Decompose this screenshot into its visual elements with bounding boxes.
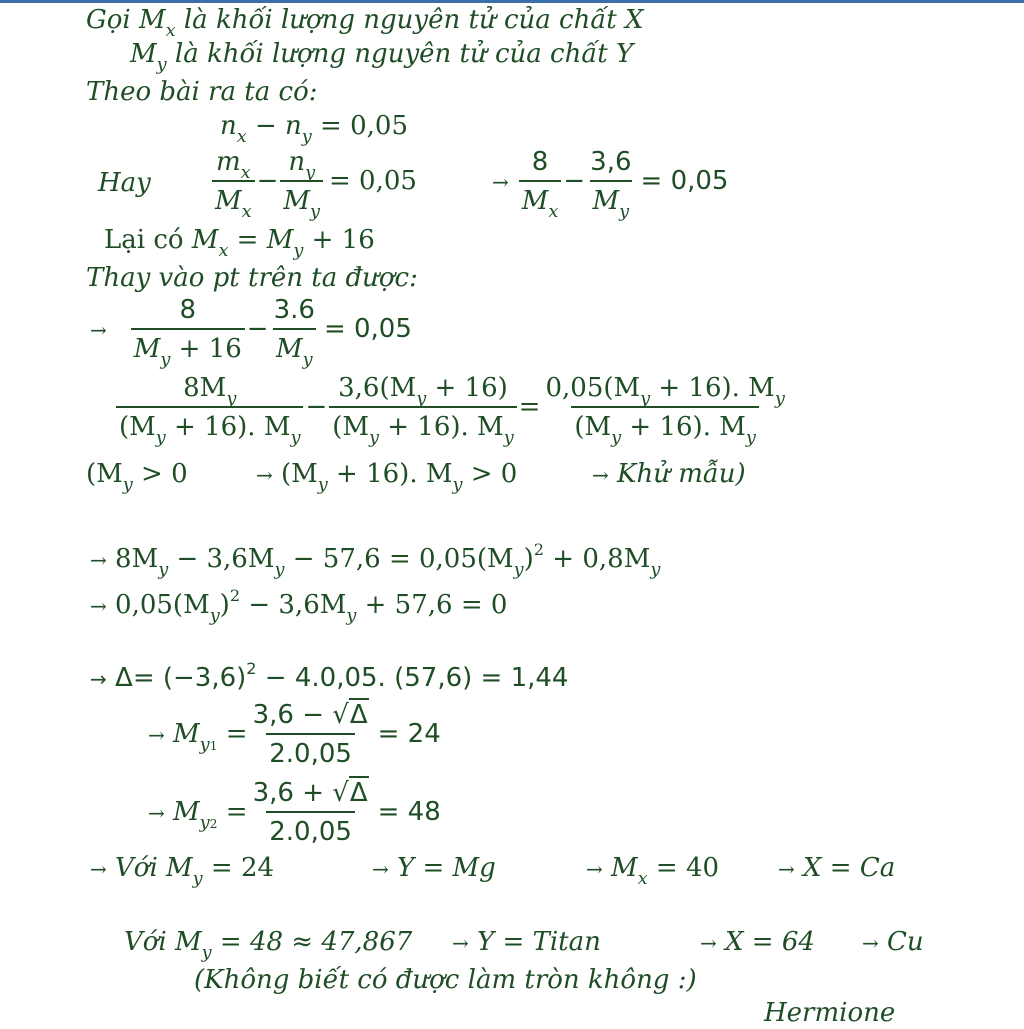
text: − 3,6M — [168, 544, 275, 574]
text: X = Ca — [794, 853, 896, 883]
sub: x — [236, 126, 247, 147]
sub: x — [240, 162, 251, 183]
text: Gọi M — [86, 5, 166, 35]
fraction — [250, 778, 372, 848]
fraction — [212, 147, 255, 222]
sub: y — [369, 427, 379, 448]
denominator — [273, 328, 316, 370]
op: = — [228, 225, 267, 255]
op: − — [305, 392, 328, 422]
text: + 57,6 = 0 — [356, 590, 508, 620]
text: 3,6 − √ — [252, 700, 349, 730]
equation-13 — [124, 926, 413, 963]
sub: y — [158, 559, 169, 580]
fraction — [116, 373, 303, 448]
var: M — [215, 186, 242, 216]
text: = 24 — [202, 853, 275, 883]
arrow-icon: → — [862, 931, 879, 955]
fraction — [271, 295, 318, 370]
arrow-icon: → — [148, 723, 165, 747]
var: M — [133, 334, 161, 364]
text: − 4.0,05. (57,6) = 1,44 — [256, 663, 569, 693]
arrow-icon: → — [700, 931, 717, 955]
equation-2 — [210, 147, 417, 222]
note: (Không biết có được làm tròn không :) — [194, 965, 697, 995]
sub: y — [226, 388, 237, 409]
op: − — [563, 166, 586, 196]
var: M — [191, 225, 219, 255]
fraction — [131, 295, 245, 370]
equation-2-label: Hay — [98, 168, 151, 198]
sub: y — [293, 240, 304, 261]
sup: 2 — [246, 658, 257, 678]
var: M — [602, 853, 638, 883]
sub-index: 1 — [209, 738, 218, 753]
text: + 0,8M — [544, 544, 651, 574]
text: (M — [272, 459, 318, 489]
equation-12b — [372, 852, 496, 885]
sub: y — [452, 474, 463, 495]
rhs: = 48 — [377, 797, 441, 827]
var: M — [164, 797, 200, 827]
rhs: = 0,05 — [323, 314, 412, 344]
sub: y — [416, 388, 427, 409]
text: + 16). M — [327, 459, 453, 489]
text: Y = Mg — [388, 853, 496, 883]
top-border — [0, 0, 1024, 3]
denominator — [131, 328, 245, 370]
arrow-icon: → — [256, 463, 273, 487]
text: 0,05(M — [106, 590, 210, 620]
text: là khối lượng nguyên tử của chất Y — [166, 39, 634, 69]
equation-13d — [862, 926, 924, 959]
op: − — [246, 314, 269, 344]
op: − — [246, 111, 286, 141]
denominator — [329, 406, 516, 448]
rhs: + 16 — [303, 225, 375, 255]
sub: y — [305, 162, 316, 183]
equation-6b — [256, 458, 518, 495]
var: M — [164, 719, 200, 749]
numerator — [335, 373, 511, 409]
denominator — [212, 180, 255, 222]
op: = — [217, 797, 248, 827]
text: > 0 — [132, 459, 188, 489]
numerator — [542, 373, 787, 409]
sqrt-arg: Δ — [349, 700, 368, 730]
sub: y — [290, 427, 301, 448]
numerator — [213, 147, 254, 183]
text: 3,6 + √ — [252, 778, 349, 808]
sub: y — [774, 388, 785, 409]
sub: y — [310, 201, 320, 222]
arrow-icon: → — [452, 931, 469, 955]
rhs: = 24 — [377, 719, 441, 749]
fraction — [587, 147, 634, 222]
text: (M — [119, 412, 156, 442]
denominator — [519, 180, 562, 222]
rhs: = 0,05 — [329, 166, 417, 196]
arrow-icon: → — [90, 857, 107, 881]
equation-13c — [700, 926, 815, 959]
equation-6c — [592, 458, 746, 491]
numerator: 8 — [179, 295, 197, 325]
arrow-icon: → — [148, 801, 165, 825]
text: > 0 — [462, 459, 518, 489]
equation-3 — [104, 224, 375, 261]
text: Y = Titan — [468, 927, 601, 957]
sub — [200, 735, 218, 755]
text: X = 64 — [716, 927, 815, 957]
arrow-icon: → — [90, 594, 107, 618]
text: 8M — [106, 544, 159, 574]
var: m — [215, 147, 241, 177]
sub — [200, 813, 218, 833]
sub-index: 2 — [209, 816, 218, 831]
var: n — [288, 147, 306, 177]
op: = — [518, 392, 541, 422]
text: + 16). M — [650, 373, 775, 403]
numerator — [250, 700, 372, 733]
arrow-icon: → — [90, 318, 107, 342]
arrow-icon: → — [90, 667, 107, 691]
sub: x — [548, 201, 559, 222]
text: (M — [332, 412, 369, 442]
rhs: = 0,05 — [311, 111, 408, 141]
sub: y — [346, 605, 357, 626]
sub-text: y — [199, 734, 210, 755]
text: (M — [574, 412, 612, 442]
sub: y — [302, 349, 313, 370]
sub-text: y — [199, 812, 210, 833]
text: 0,05(M — [545, 373, 641, 403]
arrow-icon: → — [90, 548, 107, 572]
equation-2b — [492, 147, 729, 222]
text: − 3,6M — [240, 590, 347, 620]
sub: y — [640, 388, 651, 409]
denominator — [280, 180, 323, 222]
arrow-icon: → — [492, 170, 509, 194]
numerator — [250, 778, 372, 811]
op: = — [217, 719, 248, 749]
intro-line-2 — [130, 38, 634, 75]
text: Khử mẫu) — [608, 459, 746, 489]
sup: 2 — [229, 585, 241, 605]
equation-5 — [114, 373, 790, 448]
sub: x — [218, 240, 229, 261]
text: (M — [86, 459, 123, 489]
equation-12 — [90, 852, 275, 889]
text: = 48 ≈ 47,867 — [211, 927, 413, 957]
var: M — [275, 334, 303, 364]
equation-10 — [148, 700, 441, 770]
sub: x — [241, 201, 252, 222]
arrow-icon: → — [586, 857, 603, 881]
intro-line-3: Theo bài ra ta có: — [86, 77, 318, 107]
sub: y — [619, 201, 630, 222]
sub: x — [637, 868, 648, 889]
text: − 57,6 = 0,05(M — [284, 544, 514, 574]
text: Cu — [878, 927, 924, 957]
sub: y — [650, 559, 661, 580]
text: ) — [523, 544, 534, 574]
arrow-icon: → — [372, 857, 389, 881]
sub: y — [513, 559, 524, 580]
signature: Hermione — [764, 998, 896, 1028]
numerator: 8 — [531, 147, 549, 177]
label: Lại có — [104, 225, 192, 255]
text: M — [130, 39, 157, 69]
text: 3,6(M — [338, 373, 417, 403]
text: + 16) — [426, 373, 508, 403]
equation-11 — [148, 778, 441, 848]
var: M — [592, 186, 620, 216]
equation-7 — [90, 539, 661, 580]
fraction — [542, 373, 787, 448]
denominator — [590, 180, 633, 222]
text: 8M — [183, 373, 227, 403]
text: là khối lượng nguyên tử của chất X — [175, 5, 644, 35]
var: n — [220, 111, 237, 141]
sub: y — [192, 868, 203, 889]
fraction — [329, 373, 516, 448]
numerator: 3.6 — [273, 295, 315, 325]
equation-8 — [90, 585, 508, 626]
sub: y — [745, 427, 756, 448]
sub: y — [155, 427, 166, 448]
sup: 2 — [533, 539, 545, 559]
var: M — [266, 225, 294, 255]
arrow-icon: → — [778, 857, 795, 881]
sub: y — [209, 605, 220, 626]
fraction — [280, 147, 323, 222]
var: M — [521, 186, 549, 216]
denominator — [116, 406, 303, 448]
equation-12d — [778, 852, 895, 885]
var: M — [283, 186, 311, 216]
text: ) — [219, 590, 230, 620]
equation-6 — [86, 458, 188, 495]
equation-9 — [90, 658, 569, 695]
denominator: 2.0,05 — [266, 811, 355, 848]
intro-line-1 — [86, 4, 644, 41]
text: + 16). M — [621, 412, 746, 442]
arrow-icon: → — [592, 463, 609, 487]
numerator — [285, 147, 318, 183]
sub: y — [503, 427, 514, 448]
sub: y — [317, 474, 328, 495]
text: + 16 — [170, 334, 242, 364]
text: + 16). M — [378, 412, 504, 442]
text: = 40 — [647, 853, 720, 883]
sub: y — [160, 349, 171, 370]
denominator — [571, 406, 758, 448]
sub: x — [165, 20, 176, 41]
numerator — [180, 373, 239, 409]
numerator: 3,6 — [590, 147, 632, 177]
var: n — [285, 111, 302, 141]
text: Với M — [124, 927, 202, 957]
equation-12c — [586, 852, 720, 889]
equation-13b — [452, 926, 601, 959]
substitute-label: Thay vào pt trên ta được: — [86, 263, 418, 293]
sub: y — [156, 54, 167, 75]
text: Δ= (−3,6) — [106, 663, 247, 693]
sub: y — [274, 559, 285, 580]
fraction — [250, 700, 372, 770]
text: + 16). M — [165, 412, 291, 442]
equation-1 — [220, 110, 408, 147]
denominator: 2.0,05 — [266, 733, 355, 770]
text: Với M — [106, 853, 193, 883]
rhs: = 0,05 — [640, 166, 729, 196]
equation-4 — [90, 295, 412, 370]
sub: y — [301, 126, 312, 147]
sqrt-arg: Δ — [349, 778, 368, 808]
sub: y — [201, 942, 212, 963]
sub: y — [611, 427, 622, 448]
op: − — [256, 166, 279, 196]
sub: y — [122, 474, 133, 495]
fraction — [519, 147, 562, 222]
